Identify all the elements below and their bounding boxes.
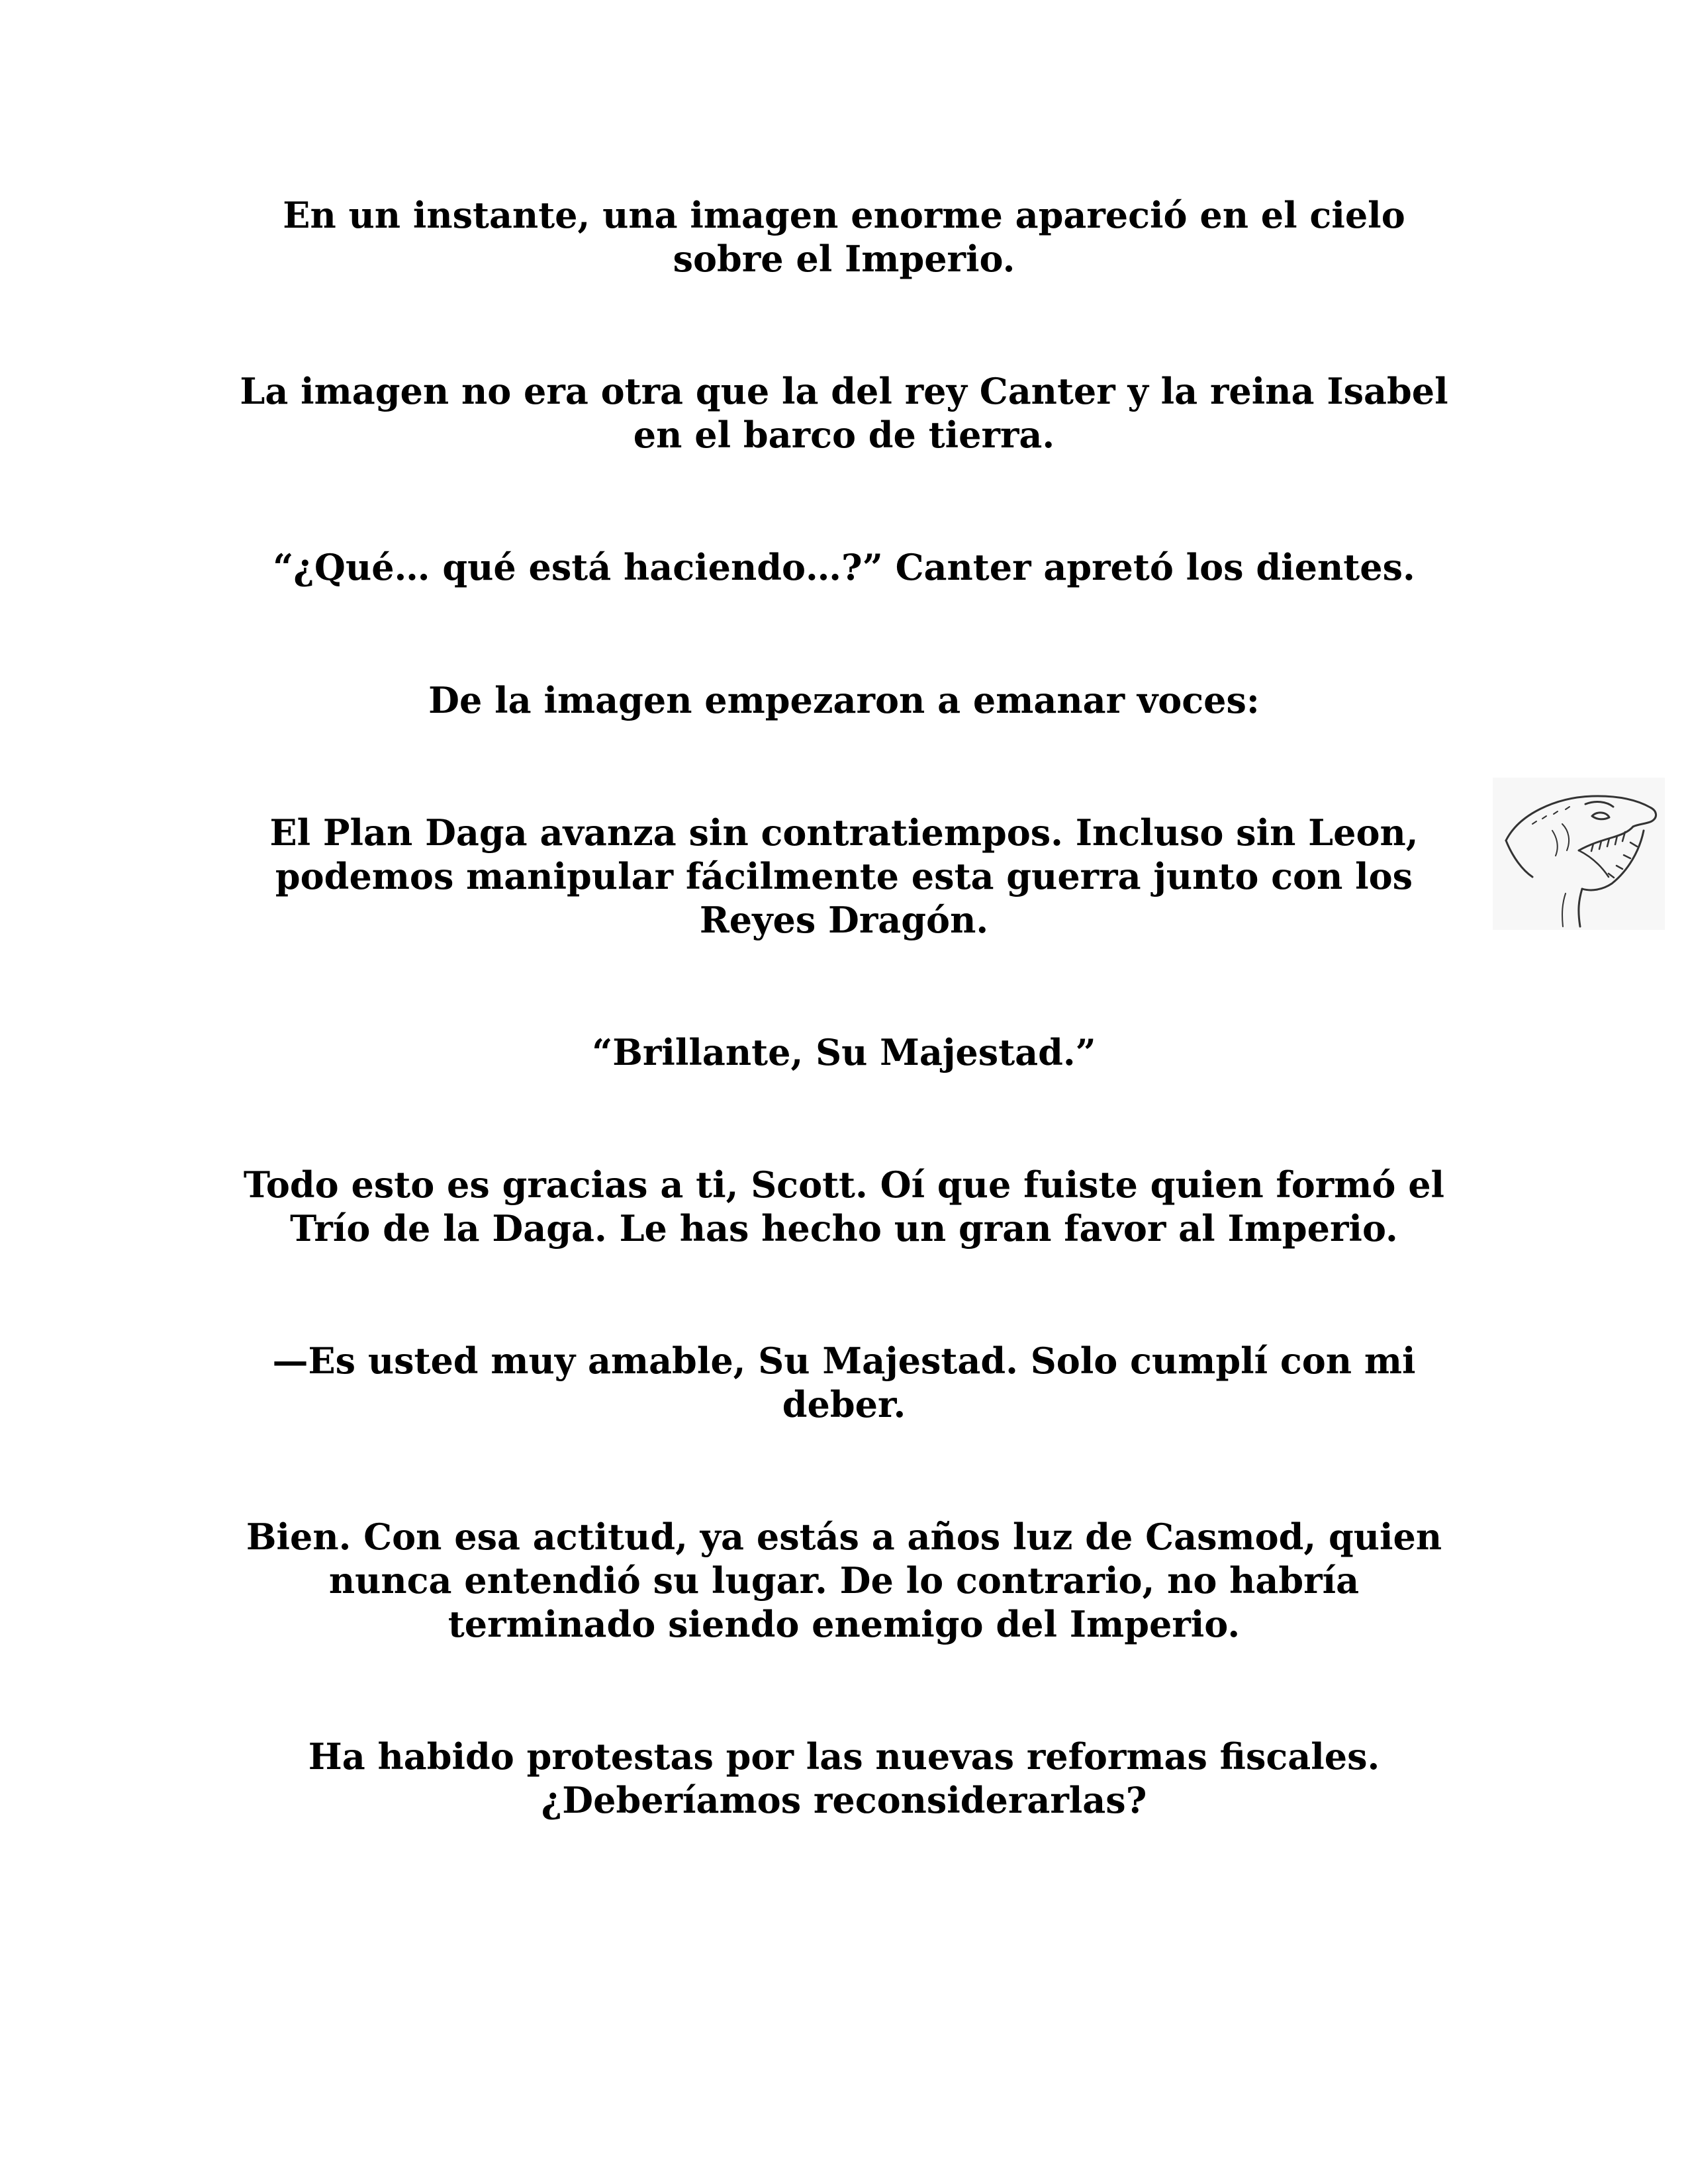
paragraph-9: Bien. Con esa actitud, ya estás a años luz de Casmod, quien nunca entendió su lugar. De lo contrario, no habría terminado siendo enemigo del Imperio. bbox=[246, 1516, 1442, 1645]
story-text bbox=[225, 193, 1463, 1822]
paragraph-8: —Es usted muy amable, Su Majestad. Solo cumplí con mi deber. bbox=[272, 1340, 1416, 1426]
paragraph-3: “¿Qué… qué está haciendo…?” Canter apretó los dientes. bbox=[273, 546, 1415, 588]
paragraph-5: El Plan Daga avanza sin contratiempos. Incluso sin Leon, podemos manipular fácilmente esta guerra junto con los Reyes Dragón. bbox=[269, 811, 1419, 941]
paragraph-1: En un instante, una imagen enorme apareció en el cielo sobre el Imperio. bbox=[283, 194, 1405, 280]
paragraph-2: La imagen no era otra que la del rey Canter y la reina Isabel en el barco de tierra. bbox=[240, 370, 1448, 456]
dinosaur-head-sketch-icon bbox=[1493, 778, 1665, 930]
paragraph-10: Ha habido protestas por las nuevas reformas fiscales. ¿Deberíamos reconsiderarlas? bbox=[308, 1735, 1380, 1821]
paragraph-7: Todo esto es gracias a ti, Scott. Oí que fuiste quien formó el Trío de la Daga. Le has hecho un gran favor al Imperio. bbox=[243, 1163, 1445, 1250]
paragraph-4: De la imagen empezaron a emanar voces: bbox=[428, 679, 1260, 721]
paragraph-6: “Brillante, Su Majestad.” bbox=[592, 1031, 1096, 1073]
